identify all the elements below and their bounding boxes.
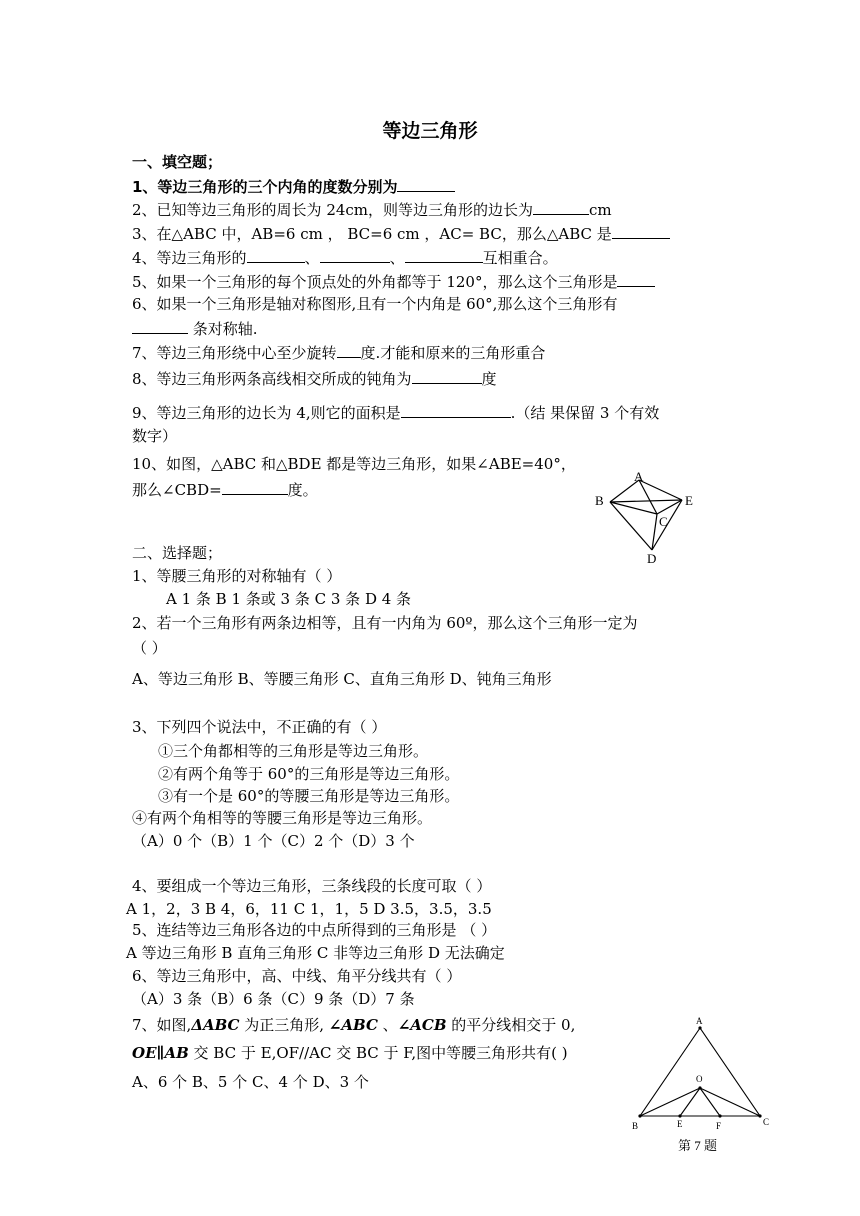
p2-q2: 2、若一个三角形有两条边相等，且有一内角为 60º，那么这个三角形一定为 <box>132 614 638 632</box>
fig7-label-a: A <box>696 1016 703 1026</box>
fig10-label-d: D <box>647 551 657 566</box>
fig10-label-e: E <box>685 493 693 508</box>
part2-heading: 二、选择题； <box>132 544 223 562</box>
p2-q3-s3: ③有一个是 60°的等腰三角形是等边三角形。 <box>158 787 460 805</box>
fig7-caption: 第 7 题 <box>678 1138 718 1153</box>
fig10-label-b: B <box>595 493 604 508</box>
p1-q5: 5、如果一个三角形的每个顶点处的外角都等于 120°，那么这个三角形是 <box>132 270 655 292</box>
fig7-label-e: E <box>677 1119 683 1129</box>
p2-q7: 7、如图,ΔABC 为正三角形, ∠ABC 、∠ACB 的平分线相交于 0, <box>132 1016 576 1034</box>
p1-q9: 9、等边三角形的边长为 4,则它的面积是 .（结 果保留 3 个有效 <box>132 401 659 423</box>
p2-q5-options: A 等边三角形 B 直角三角形 C 非等边三角形 D 无法确定 <box>126 944 505 962</box>
figure-q10 <box>590 464 710 566</box>
fig10-label-c: C <box>659 514 668 529</box>
p2-q7-options: A、6 个 B、5 个 C、4 个 D、3 个 <box>132 1073 369 1091</box>
p2-q5: 5、连结等边三角形各边的中点所得到的三角形是 （ ） <box>132 921 497 939</box>
p1-q2: 2、已知等边三角形的周长为 24cm，则等边三角形的边长为 cm <box>132 198 612 220</box>
p2-q3-s2: ②有两个角等于 60°的三角形是等边三角形。 <box>158 765 460 783</box>
p2-q2-options: A、等边三角形 B、等腰三角形 C、直角三角形 D、钝角三角形 <box>132 670 552 688</box>
fig7-label-b: B <box>632 1121 639 1131</box>
p1-q9-cont: 数字） <box>132 427 178 445</box>
p1-q10: 10、如图，△ABC 和△BDE 都是等边三角形，如果∠ABE=40°， <box>132 455 576 473</box>
p2-q3: 3、下列四个说法中，不正确的有（ ） <box>132 718 387 736</box>
p2-q3-s4: ④有两个角相等的等腰三角形是等边三角形。 <box>132 809 433 827</box>
p2-q7-cont: OE∥AB 交 BC 于 E,OF//AC 交 BC 于 F,图中等腰三角形共有( ) <box>132 1044 568 1062</box>
p2-q2-paren: （ ） <box>132 639 167 657</box>
page-title: 等边三角形 <box>382 120 478 142</box>
p1-q1: 1、等边三角形的三个内角的度数分别为 <box>132 175 455 197</box>
figure-q7 <box>624 1012 774 1160</box>
part1-heading: 一、填空题； <box>132 153 223 171</box>
fig7-label-f: F <box>716 1121 722 1131</box>
p2-q4: 4、要组成一个等边三角形，三条线段的长度可取（ ） <box>132 877 492 895</box>
p2-q6-options: （A）3 条（B）6 条（C）9 条（D）7 条 <box>132 990 415 1008</box>
p2-q1-options: A 1 条 B 1 条或 3 条 C 3 条 D 4 条 <box>166 590 412 608</box>
p2-q6: 6、等边三角形中，高、中线、角平分线共有（ ） <box>132 967 462 985</box>
p1-q10-cont: 那么∠CBD= 度。 <box>132 478 318 500</box>
p1-q7: 7、等边三角形绕中心至少旋转 度.才能和原来的三角形重合 <box>132 341 545 363</box>
p1-q3: 3、在△ABC 中，AB=6 cm ， BC=6 cm ，AC= BC，那么△ABC 是 <box>132 222 670 244</box>
p2-q3-options: （A）0 个（B）1 个（C）2 个（D）3 个 <box>132 832 415 850</box>
p1-q6: 6、如果一个三角形是轴对称图形,且有一个内角是 60°,那么这个三角形有 <box>132 295 618 313</box>
p1-q6-cont: 条对称轴. <box>132 317 258 339</box>
p2-q1: 1、等腰三角形的对称轴有（ ） <box>132 567 342 585</box>
p1-q4: 4、等边三角形的 、 、 互相重合。 <box>132 246 558 268</box>
fig7-label-o: O <box>696 1074 703 1084</box>
p2-q3-s1: ①三个角都相等的三角形是等边三角形。 <box>158 742 429 760</box>
p1-q8: 8、等边三角形两条高线相交所成的钝角为 度 <box>132 367 497 389</box>
fig7-label-c: C <box>763 1117 770 1127</box>
fig10-label-a: A <box>634 469 644 484</box>
p2-q4-options: A 1，2，3 B 4，6，11 C 1，1，5 D 3.5，3.5，3.5 <box>126 900 492 918</box>
